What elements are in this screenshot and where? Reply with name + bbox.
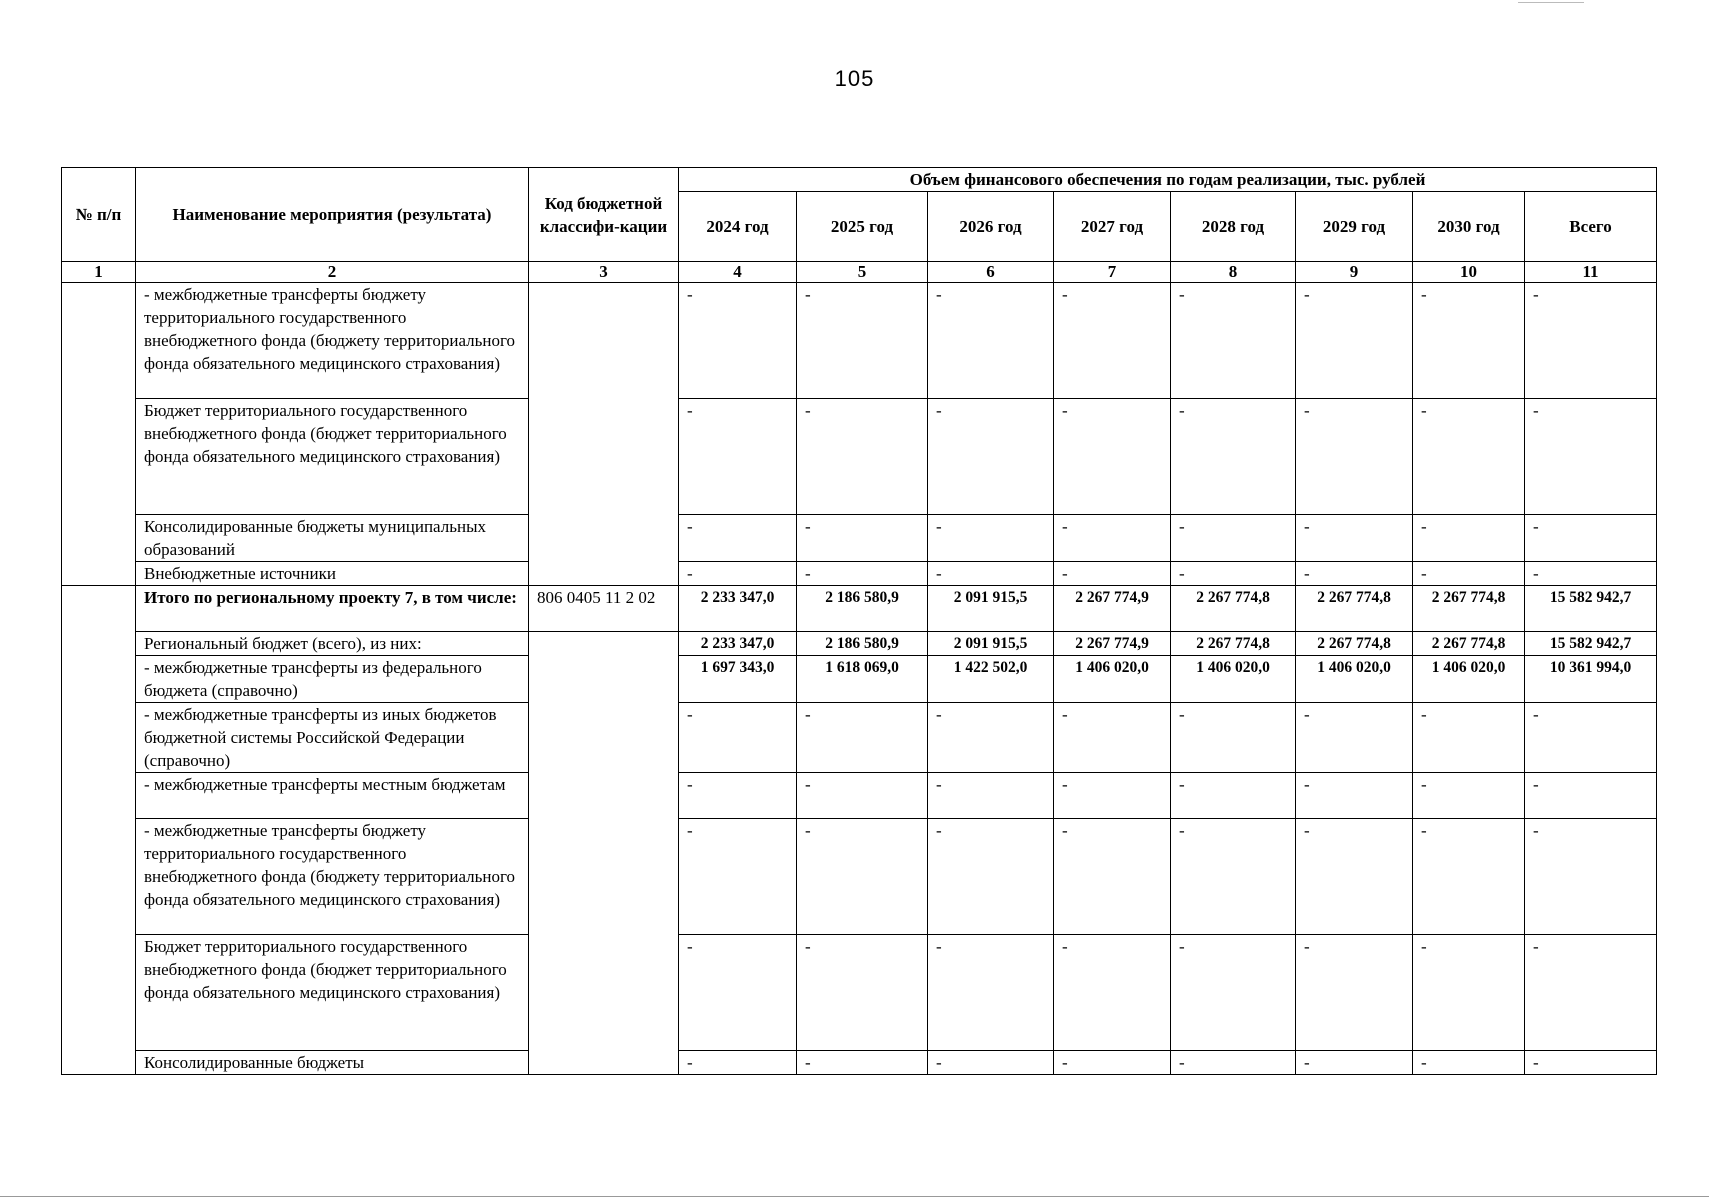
value-cell: -: [1171, 283, 1296, 399]
value-cell: -: [1296, 283, 1413, 399]
row-name: - межбюджетные трансферты местным бюджетам: [136, 773, 529, 819]
value-cell: -: [1296, 935, 1413, 1051]
value-cell: 2 267 774,8: [1413, 632, 1525, 656]
value-cell: -: [1525, 773, 1657, 819]
value-cell: -: [1171, 562, 1296, 586]
value-cell: -: [679, 703, 797, 773]
value-cell: -: [1525, 819, 1657, 935]
financing-table: [61, 167, 1657, 1075]
col-number: 6: [928, 262, 1054, 283]
value-cell: -: [1525, 283, 1657, 399]
row-name: Консолидированные бюджеты: [136, 1051, 529, 1075]
header-year-2024: 2024 год: [679, 192, 797, 262]
table-row: [62, 515, 1657, 562]
value-cell: -: [797, 819, 928, 935]
value-cell: 1 697 343,0: [679, 656, 797, 703]
value-cell: -: [1054, 399, 1171, 515]
value-cell: 2 186 580,9: [797, 632, 928, 656]
value-cell: 2 267 774,8: [1171, 586, 1296, 632]
value-cell: -: [1413, 399, 1525, 515]
row-name: Консолидированные бюджеты муниципальных образований: [136, 515, 529, 562]
value-cell: -: [928, 819, 1054, 935]
value-cell: 2 267 774,8: [1296, 632, 1413, 656]
value-cell: -: [928, 515, 1054, 562]
row-code: 806 0405 11 2 02: [529, 586, 679, 632]
value-cell: -: [1525, 703, 1657, 773]
value-cell: 1 406 020,0: [1296, 656, 1413, 703]
header-total: Всего: [1525, 192, 1657, 262]
value-cell: 2 267 774,8: [1171, 632, 1296, 656]
value-cell: -: [1171, 515, 1296, 562]
table-row: [62, 283, 1657, 399]
value-cell: -: [1054, 283, 1171, 399]
value-cell: -: [679, 1051, 797, 1075]
value-cell: -: [1296, 703, 1413, 773]
value-cell: 1 406 020,0: [1171, 656, 1296, 703]
table-row: [62, 562, 1657, 586]
table-row: [62, 773, 1657, 819]
table-row-total: [62, 586, 1657, 632]
value-cell: -: [679, 515, 797, 562]
row-name: - межбюджетные трансферты из иных бюджетов бюджетной системы Российской Федерации (справочно): [136, 703, 529, 773]
value-cell: -: [679, 283, 797, 399]
value-cell: -: [1525, 935, 1657, 1051]
row-name: Внебюджетные источники: [136, 562, 529, 586]
value-cell: -: [1171, 399, 1296, 515]
value-cell: 2 091 915,5: [928, 586, 1054, 632]
value-cell: -: [797, 773, 928, 819]
value-cell: 2 233 347,0: [679, 632, 797, 656]
table-row: [62, 656, 1657, 703]
value-cell: -: [1296, 562, 1413, 586]
value-cell: -: [1413, 819, 1525, 935]
col-number: 8: [1171, 262, 1296, 283]
value-cell: -: [1171, 703, 1296, 773]
value-cell: 2 267 774,8: [1296, 586, 1413, 632]
value-cell: -: [1171, 1051, 1296, 1075]
table-row: [62, 819, 1657, 935]
row-code-cell: [529, 283, 679, 586]
value-cell: -: [679, 562, 797, 586]
value-cell: -: [1413, 773, 1525, 819]
value-cell: 1 406 020,0: [1054, 656, 1171, 703]
row-num-cell: [62, 586, 136, 1075]
col-number: 9: [1296, 262, 1413, 283]
row-name: - межбюджетные трансферты бюджету территориального государственного внебюджетного фонда (бюджету территориального фонда обязательного медицинского страхования): [136, 819, 529, 935]
table-row: [62, 399, 1657, 515]
bottom-edge: [0, 1196, 1709, 1197]
value-cell: -: [1171, 773, 1296, 819]
value-cell: 1 618 069,0: [797, 656, 928, 703]
value-cell: 1 422 502,0: [928, 656, 1054, 703]
value-cell: -: [928, 562, 1054, 586]
value-cell: -: [797, 703, 928, 773]
value-cell: 2 267 774,9: [1054, 632, 1171, 656]
row-name: - межбюджетные трансферты из федерального бюджета (справочно): [136, 656, 529, 703]
header-year-2027: 2027 год: [1054, 192, 1171, 262]
value-cell: 2 233 347,0: [679, 586, 797, 632]
value-cell: -: [928, 935, 1054, 1051]
page-number: 105: [834, 66, 875, 91]
header-name: Наименование мероприятия (результата): [136, 168, 529, 262]
row-num-cell: [62, 283, 136, 586]
value-cell: -: [1054, 1051, 1171, 1075]
value-cell: 10 361 994,0: [1525, 656, 1657, 703]
value-cell: -: [1296, 773, 1413, 819]
value-cell: -: [1525, 399, 1657, 515]
scan-mark: [1518, 2, 1584, 3]
table-row: [62, 935, 1657, 1051]
value-cell: -: [928, 283, 1054, 399]
table-row: [62, 1051, 1657, 1075]
value-cell: -: [1054, 819, 1171, 935]
row-name: Итого по региональному проекту 7, в том числе:: [136, 586, 529, 632]
value-cell: 15 582 942,7: [1525, 632, 1657, 656]
table-row: [62, 703, 1657, 773]
col-number: 10: [1413, 262, 1525, 283]
value-cell: -: [928, 703, 1054, 773]
row-name: - межбюджетные трансферты бюджету территориального государственного внебюджетного фонда (бюджету территориального фонда обязательного медицинского страхования): [136, 283, 529, 399]
col-number: 1: [62, 262, 136, 283]
header-financing-group: Объем финансового обеспечения по годам реализации, тыс. рублей: [679, 168, 1657, 192]
value-cell: 2 267 774,8: [1413, 586, 1525, 632]
value-cell: -: [1296, 819, 1413, 935]
col-number: 3: [529, 262, 679, 283]
value-cell: -: [679, 773, 797, 819]
table-row: [62, 632, 1657, 656]
row-name: Бюджет территориального государственного внебюджетного фонда (бюджет территориального фонда обязательного медицинского страхования): [136, 935, 529, 1051]
value-cell: -: [1413, 935, 1525, 1051]
header-year-2025: 2025 год: [797, 192, 928, 262]
value-cell: -: [1054, 773, 1171, 819]
value-cell: -: [797, 562, 928, 586]
value-cell: -: [928, 1051, 1054, 1075]
value-cell: -: [1525, 1051, 1657, 1075]
header-num: № п/п: [62, 168, 136, 262]
column-number-row: [62, 262, 1657, 283]
header-year-2029: 2029 год: [1296, 192, 1413, 262]
value-cell: -: [1054, 562, 1171, 586]
value-cell: 2 091 915,5: [928, 632, 1054, 656]
value-cell: 15 582 942,7: [1525, 586, 1657, 632]
col-number: 2: [136, 262, 529, 283]
value-cell: -: [679, 399, 797, 515]
value-cell: 2 267 774,9: [1054, 586, 1171, 632]
value-cell: -: [1413, 515, 1525, 562]
header-year-2026: 2026 год: [928, 192, 1054, 262]
value-cell: -: [1413, 283, 1525, 399]
value-cell: -: [1296, 515, 1413, 562]
value-cell: -: [1296, 399, 1413, 515]
value-cell: -: [797, 283, 928, 399]
col-number: 4: [679, 262, 797, 283]
value-cell: 1 406 020,0: [1413, 656, 1525, 703]
value-cell: -: [797, 1051, 928, 1075]
header-year-2030: 2030 год: [1413, 192, 1525, 262]
value-cell: -: [1171, 935, 1296, 1051]
value-cell: -: [679, 819, 797, 935]
header-code: Код бюджетной классифи-кации: [529, 168, 679, 262]
value-cell: -: [1413, 703, 1525, 773]
value-cell: -: [928, 773, 1054, 819]
value-cell: -: [797, 399, 928, 515]
value-cell: -: [1054, 935, 1171, 1051]
value-cell: 2 186 580,9: [797, 586, 928, 632]
row-name: Бюджет территориального государственного внебюджетного фонда (бюджет территориального фонда обязательного медицинского страхования): [136, 399, 529, 515]
col-number: 11: [1525, 262, 1657, 283]
value-cell: -: [1525, 562, 1657, 586]
row-name: Региональный бюджет (всего), из них:: [136, 632, 529, 656]
value-cell: -: [1296, 1051, 1413, 1075]
row-code-cell: [529, 632, 679, 1075]
value-cell: -: [679, 935, 797, 1051]
value-cell: -: [928, 399, 1054, 515]
value-cell: -: [1054, 515, 1171, 562]
value-cell: -: [1171, 819, 1296, 935]
value-cell: -: [1413, 1051, 1525, 1075]
header-year-2028: 2028 год: [1171, 192, 1296, 262]
col-number: 5: [797, 262, 928, 283]
value-cell: -: [797, 935, 928, 1051]
value-cell: -: [1525, 515, 1657, 562]
col-number: 7: [1054, 262, 1171, 283]
value-cell: -: [1054, 703, 1171, 773]
value-cell: -: [797, 515, 928, 562]
value-cell: -: [1413, 562, 1525, 586]
